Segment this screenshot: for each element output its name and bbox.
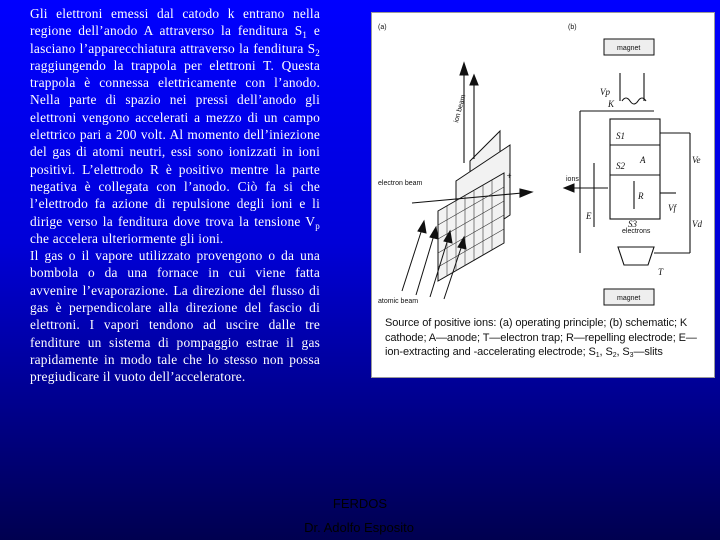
schematic-electrodes xyxy=(580,73,690,265)
panel-a-label: (a) xyxy=(378,24,387,31)
subscript-s2: 2 xyxy=(315,47,320,58)
caption-sub-1: 1 xyxy=(595,352,600,359)
label-vf: Vf xyxy=(668,203,676,213)
panel-b-label: (b) xyxy=(568,24,577,31)
caption-sub-3: 3 xyxy=(629,352,634,359)
cathode-filament xyxy=(622,98,646,104)
electrons-label: electrons xyxy=(622,228,651,235)
electron-beam-label: electron beam xyxy=(378,180,423,187)
caption-part-3: , S xyxy=(616,346,630,358)
caption-part-4: —slits xyxy=(633,346,663,358)
footer-center-text: FERDOS xyxy=(332,496,388,511)
label-vp: Vp xyxy=(600,87,610,97)
magnet-top-label: magnet xyxy=(617,45,641,52)
electron-trap xyxy=(618,247,654,265)
plus-sign: + xyxy=(506,171,513,181)
subscript-s1: 1 xyxy=(302,30,308,41)
figure-caption xyxy=(385,316,710,360)
label-e: E xyxy=(586,211,592,221)
paragraph-1 xyxy=(30,5,320,247)
magnet-bottom-label: magnet xyxy=(617,295,641,302)
paragraph-1-part-1: Gli elettroni emessi dal catodo k entrano nella regione dell’anodo A attraverso la fenditura S xyxy=(30,6,320,39)
ion-source-figure xyxy=(371,12,715,378)
paragraph-2: Il gas o il vapore utilizzato provengono o da una bombola o da una fornace in cui viene fatta avvenire l’evaporazione. La direzione del flusso di gas è perpendicolare alla direzione del fascio di elettroni. I vapori tendono ad uscire dalle tre fenditure un sistema di pompaggio estrae il gas rapidamente in modo tale che lo stesso non possa pregiudicare il vuoto dell’acceleratore. xyxy=(30,248,320,385)
ions-arrow xyxy=(564,184,608,192)
paragraph-1-part-2: e lasciano l’apparecchiatura attraverso la fenditura S xyxy=(30,23,320,56)
label-t: T xyxy=(658,267,664,277)
label-a: A xyxy=(640,155,646,165)
label-s2: S2 xyxy=(616,161,625,171)
atomic-beam-label: atomic beam xyxy=(378,298,419,305)
label-s1: S1 xyxy=(616,131,625,141)
body-text xyxy=(30,5,320,386)
label-vd: Vd xyxy=(692,219,702,229)
caption-part-1: Source of positive ions: (a) operating principle; (b) schematic; K cathode; A—anode; T—electron trap; R—repelling electrode; E—ion-extracting and -accelerating electrode; S xyxy=(385,317,697,358)
label-r: R xyxy=(638,191,644,201)
paragraph-1-part-4: che accelera ulteriormente gli ioni. xyxy=(30,230,224,246)
footer-author: Dr. Adolfo Esposito xyxy=(304,520,414,535)
caption-sub-2: 2 xyxy=(612,352,617,359)
caption-part-2: , S xyxy=(599,346,613,358)
paragraph-1-part-3: raggiungendo la trappola per elettroni T. Questa trappola è connessa elettricamente con l’anodo. Nella parte di spazio nei pressi dell’anodo gli elettroni vengono accelerati a mezzo di un campo elettrico pari a 200 volt. Al momento dell’iniezione del gas di atomi neutri, essi sono ionizzati in ioni positivi. L’elettrodo R è positivo mentre la parte negativa è collegata con l’anodo. Ciò fa si che l’elettrodo fa azione di repulsione degli ioni e li dirige verso la fenditura dove trova la tensione V xyxy=(30,57,320,229)
label-ve: Ve xyxy=(692,155,701,165)
ion-beam-label: ion beam xyxy=(453,93,468,124)
ions-label: ions xyxy=(566,176,579,183)
label-k: K xyxy=(608,99,615,109)
label-s3: S3 xyxy=(628,219,637,229)
subscript-vp: p xyxy=(315,220,320,231)
